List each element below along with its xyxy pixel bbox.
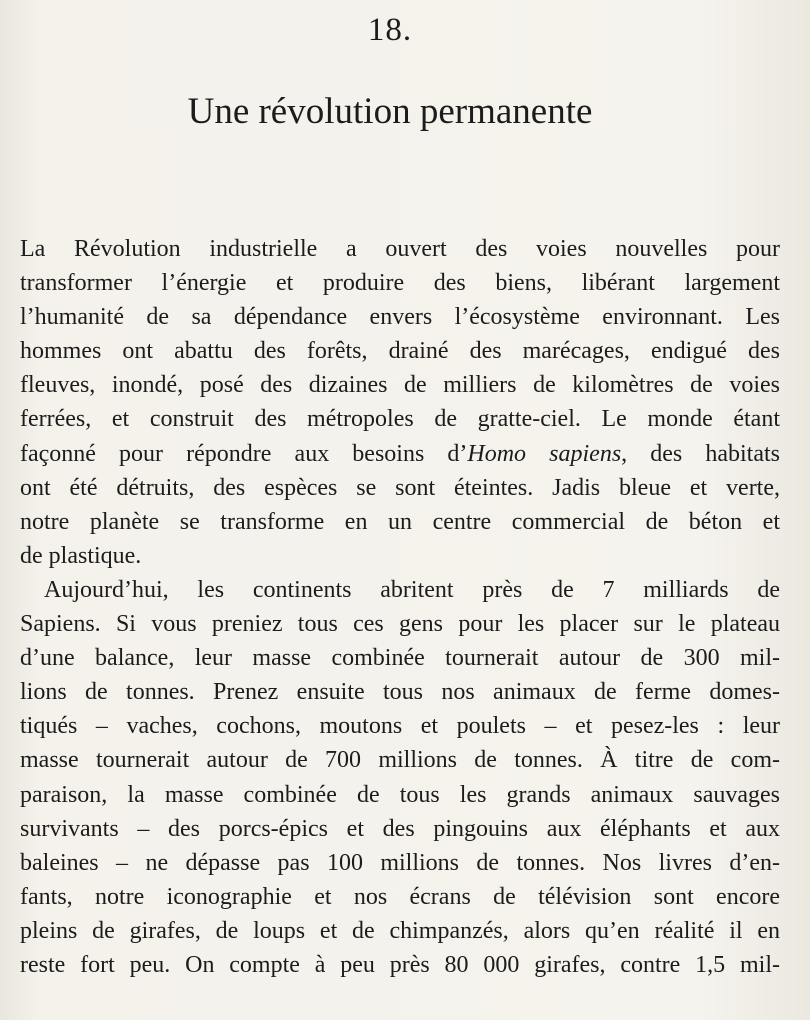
text-line: l’humanité de sa dépendance envers l’écosystème environnant. Les [20, 304, 780, 331]
text-line: masse tournerait autour de 700 millions de tonnes. À titre de com- [20, 747, 780, 774]
text-line: hommes ont abattu des forêts, drainé des marécages, endigué des [20, 338, 780, 365]
text-line: fleuves, inondé, posé des dizaines de milliers de kilomètres de voies [20, 372, 780, 399]
text-line: La Révolution industrielle a ouvert des voies nouvelles pour [20, 236, 780, 262]
body-text [20, 232, 780, 982]
text-line: reste fort peu. On compte à peu près 80 000 girafes, contre 1,5 mil- [20, 951, 780, 978]
text-line: ferrées, et construit des métropoles de gratte-ciel. Le monde étant [20, 406, 780, 433]
chapter-number: 18. [367, 12, 413, 48]
text-line: lions de tonnes. Prenez ensuite tous nos animaux de ferme domes- [20, 679, 780, 706]
text-line: ont été détruits, des espèces se sont éteintes. Jadis bleue et verte, [20, 474, 780, 501]
text-line: pleins de girafes, de loups et de chimpanzés, alors qu’en réalité il en [20, 917, 780, 944]
text-line: de plastique. [20, 542, 142, 569]
text-line: survivants – des porcs-épics et des pingouins aux éléphants et aux [20, 815, 780, 842]
text-line: paraison, la masse combinée de tous les grands animaux sauvages [20, 781, 780, 808]
text-line: transformer l’énergie et produire des biens, libérant largement [20, 270, 780, 297]
paragraph-1 [20, 232, 780, 573]
chapter-title: Une révolution permanente [187, 91, 593, 132]
text-line: notre planète se transforme en un centre commercial de béton et [20, 508, 780, 535]
text-line [20, 437, 780, 471]
italic-term: Homo sapiens [467, 440, 622, 467]
text-line: tiqués – vaches, cochons, moutons et poulets – et pesez-les : leur [20, 713, 780, 740]
paragraph-2 [20, 573, 780, 982]
text-line: Aujourd’hui, les continents abritent près de 7 milliards de [44, 576, 780, 603]
text-line: fants, notre iconographie et nos écrans de télévision sont encore [20, 883, 780, 910]
text-line: d’une balance, leur masse combinée tournerait autour de 300 mil- [20, 645, 780, 672]
text-segment: façonné pour répondre aux besoins d’ [20, 440, 468, 467]
text-line: baleines – ne dépasse pas 100 millions de tonnes. Nos livres d’en- [20, 849, 780, 876]
text-line: Sapiens. Si vous preniez tous ces gens pour les placer sur le plateau [20, 611, 780, 638]
text-segment: , des habitats [621, 440, 780, 467]
